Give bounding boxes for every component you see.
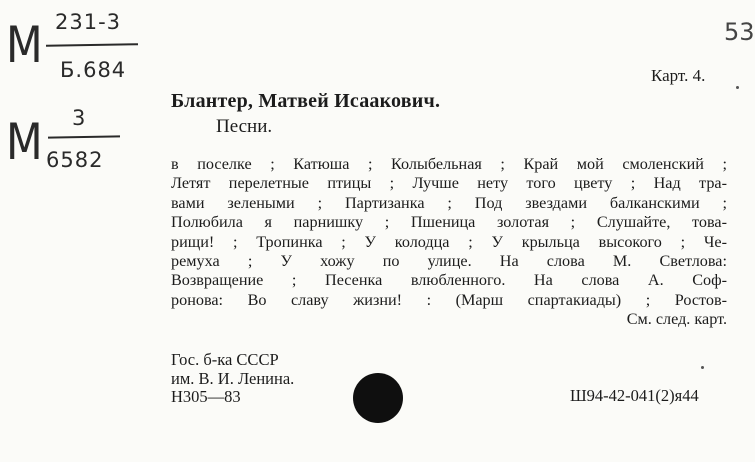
contents-line: Полюбила я парнишку ; Пшеница золотая ; Слушайте, това- <box>171 213 727 232</box>
continuation-note: См. след. карт. <box>626 310 727 329</box>
speck <box>701 366 704 369</box>
work-title: Песни. <box>216 116 273 137</box>
contents-line: вами зелеными ; Партизанка ; Под звездами балканскими ; <box>171 193 727 212</box>
library-order-number: Н305—83 <box>171 387 241 406</box>
card-number: Карт. 4. <box>651 66 706 85</box>
shelfmark-denominator-1: Б.684 <box>60 58 127 82</box>
contents-line: рищи! ; Тропинка ; У колодца ; У крыльца высокого ; Че- <box>171 232 727 251</box>
fraction-line-1 <box>46 43 138 47</box>
shelfmark-letter-1: М <box>6 16 43 74</box>
fraction-line-2 <box>48 135 120 138</box>
library-dedication: им. В. И. Ленина. <box>171 368 295 388</box>
author-heading: Блантер, Матвей Исаакович. <box>171 90 441 112</box>
corner-mark: 53 <box>724 18 755 46</box>
library-imprint <box>171 351 294 407</box>
contents-line: Летят перелетные птицы ; Лучше нету того цвету ; Над тра- <box>171 174 727 193</box>
shelfmark-numerator-2: 3 <box>72 106 87 130</box>
classification-code: Ш94-42-041(2)я44 <box>570 386 699 405</box>
speck <box>736 86 739 89</box>
contents-line: ронова: Во славу жизни! : (Марш спартакиады) ; Ростов- <box>171 290 727 309</box>
contents-line: в поселке ; Катюша ; Колыбельная ; Край мой смоленский ; <box>171 155 727 173</box>
contents-line: ремуха ; У хожу по улице. На слова М. Светлова: <box>171 252 727 271</box>
shelfmark-letter-2: М <box>6 113 43 171</box>
shelfmark-denominator-2: 6582 <box>46 148 104 172</box>
contents-note <box>171 155 727 330</box>
contents-line: Возвращение ; Песенка влюбленного. На слова А. Соф- <box>171 271 727 290</box>
punch-hole <box>353 373 403 423</box>
shelfmark-numerator-1: 231-3 <box>55 10 122 34</box>
library-name: Гос. б-ка СССР <box>171 350 279 369</box>
